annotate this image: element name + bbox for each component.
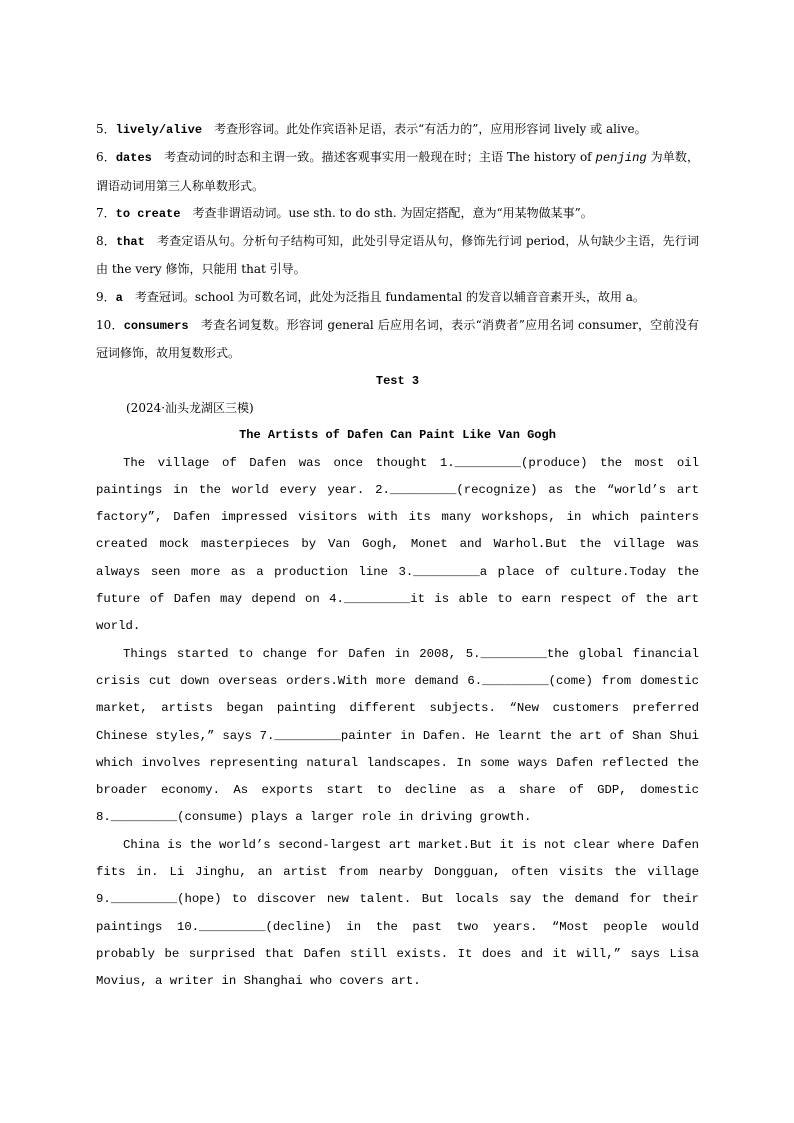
answer-explanation: 考查非谓语动词。use sth. to do sth. 为固定搭配，意为“用某物做某事”。 [180, 205, 593, 220]
source-note: (2024·汕头龙湖区三模) [126, 400, 254, 415]
answer-number: 6． [96, 150, 116, 165]
passage-paragraph-2: Things started to change for Dafen in 2008, 5._________the global financial crisis cut down overseas orders.With more demand 6._________(come) from domestic market, artists began painting different subjects. “New customers preferred Chinese styles,” says 7._________painter in Dafen. He learnt the art of Shan Shui which involves representing natural landscapes. In some ways Dafen reflected the broader economy. As exports start to decline as a share of GDP, domestic 8._________(consume) plays a larger role in driving growth. [96, 646, 699, 825]
passage-paragraph-3: China is the world’s second-largest art market.But it is not clear where Dafen fits in. Li Jinghu, an artist from nearby Dongguan, often visits the village 9._________(hope) to discover new talent. But locals say the demand for their paintings 10._________(decline) in the past two years. “Most people would probably be surprised that Dafen still exists. It does and it will,” says Lisa Movius, a writer in Shanghai who covers art. [96, 837, 699, 989]
answer-explanation: 考查形容词。此处作宾语补足语，表示“有活力的”，应用形容词 lively 或 alive。 [202, 122, 647, 136]
answer-7 [96, 200, 699, 228]
answer-key: dates [115, 151, 152, 166]
answer-8 [96, 228, 699, 284]
answer-6 [96, 144, 699, 200]
answer-explanation: 考查动词的时态和主谓一致。描述客观事实用一般现在时；主语 The history of [151, 150, 596, 165]
answer-9 [96, 284, 699, 312]
answer-number: 10． [96, 318, 124, 333]
passage-paragraph-1: The village of Dafen was once thought 1._________(produce) the most oil paintings in the world every year. 2._________(recognize) as the “world’s art factory”, Dafen impressed visitors with its many workshops, in which painters created mock masterpieces by Van Gogh, Monet and Warhol.But the village was always seen more as a production line 3._________a place of culture.Today the future of Dafen may depend on 4._________it is able to earn respect of the art world. [96, 455, 699, 634]
test-heading: Test 3 [375, 373, 420, 388]
passage [96, 450, 699, 996]
answer-number: 8． [96, 234, 116, 249]
answer-number: 7． [96, 205, 116, 220]
answer-key: a [115, 290, 123, 305]
answer-10 [96, 312, 699, 368]
answer-explanation: 考查冠词。school 为可数名词，此处为泛指且 fundamental 的发音以辅音音素开头，故用 a。 [122, 289, 645, 304]
answer-key: lively/alive [115, 123, 203, 137]
answer-5 [96, 116, 699, 144]
answer-key: consumers [123, 319, 189, 334]
answer-key: to create [115, 206, 181, 221]
italic-term: penjing [595, 151, 647, 166]
answer-key: that [115, 235, 145, 250]
answer-number: 9． [96, 289, 116, 304]
passage-title: The Artists of Dafen Can Paint Like Van Gogh [239, 428, 556, 443]
answer-explanation: 考查名词复数。形容词 general 后应用名词，表示“消费者”应用名词 consumer，空前没有冠词修饰，故用复数形式。 [96, 318, 699, 361]
answer-explanation: 考查定语从句。分析句子结构可知，此处引导定语从句，修饰先行词 period，从句缺少主语，先行词由 the very 修饰，只能用 that 引导。 [96, 234, 699, 277]
answer-number: 5． [96, 122, 116, 136]
document-page [96, 116, 699, 996]
answer-explanation-cont: 为单数，谓语动词用第三人称单数形式。 [96, 150, 699, 193]
